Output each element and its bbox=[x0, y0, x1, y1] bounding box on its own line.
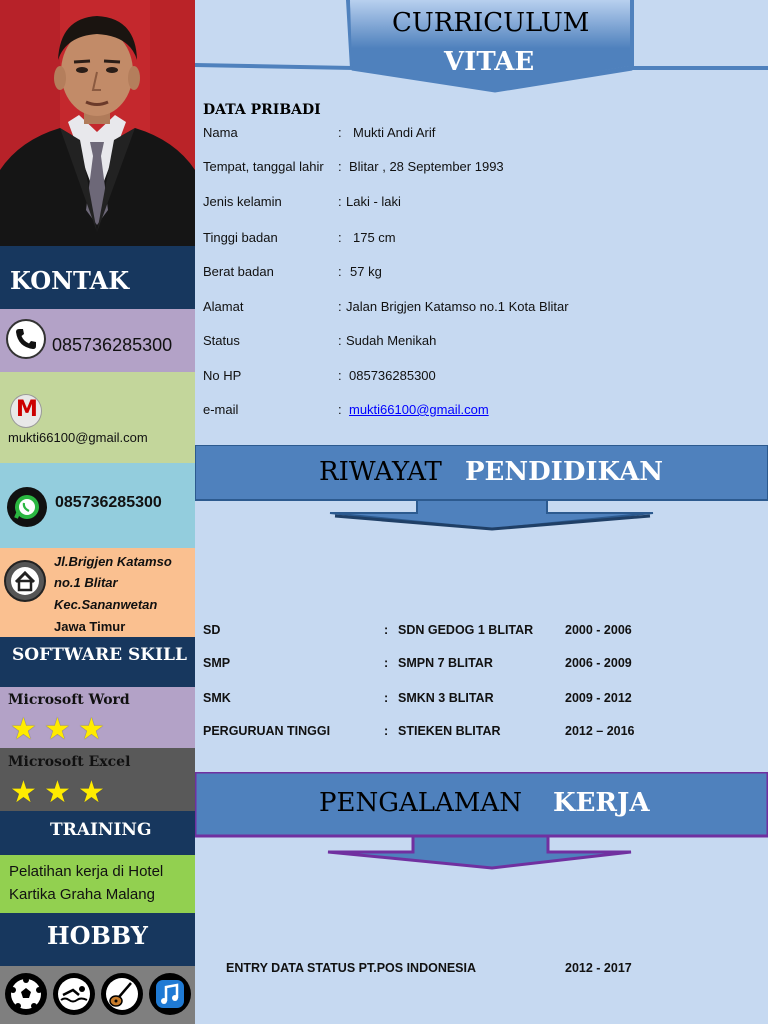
edu-separator: : bbox=[384, 656, 389, 670]
experience-banner bbox=[195, 772, 768, 872]
edu-level: PERGURUAN TINGGI bbox=[203, 724, 331, 738]
training-header bbox=[0, 811, 195, 855]
star-icon: ★ bbox=[44, 713, 71, 746]
field-value: Laki - laki bbox=[346, 194, 401, 209]
star-icon: ★ bbox=[44, 776, 71, 809]
field-separator: : bbox=[338, 264, 342, 279]
music-note-icon bbox=[149, 973, 191, 1015]
edu-years: 2012 – 2016 bbox=[565, 724, 635, 738]
hobby-heading: HOBBY bbox=[47, 921, 148, 950]
edu-years: 2000 - 2006 bbox=[565, 623, 632, 637]
kontak-header bbox=[0, 246, 195, 309]
address-line-4: Jawa Timur bbox=[54, 619, 126, 634]
edu-level: SMP bbox=[203, 656, 231, 670]
field-label: Nama bbox=[203, 125, 238, 140]
training-text: Pelatihan kerja di Hotel Kartika Graha Malang bbox=[9, 863, 164, 903]
home-icon bbox=[4, 560, 46, 602]
field-label: e-mail bbox=[203, 402, 239, 417]
field-label: Alamat bbox=[203, 299, 244, 314]
field-value: Blitar , 28 September 1993 bbox=[349, 159, 504, 174]
soccer-ball-icon bbox=[5, 973, 47, 1015]
edu-school: SMPN 7 BLITAR bbox=[398, 656, 493, 670]
contact-phone bbox=[0, 309, 195, 372]
gmail-icon: M bbox=[10, 394, 42, 428]
edu-school: SMKN 3 BLITAR bbox=[398, 691, 494, 705]
edu-separator: : bbox=[384, 623, 389, 637]
job-years: 2012 - 2017 bbox=[565, 961, 632, 975]
software-skill-heading: SOFTWARE SKILL bbox=[12, 645, 187, 665]
phone-number[interactable]: 085736285300 bbox=[52, 335, 173, 355]
job-title: ENTRY DATA STATUS PT.POS INDONESIA bbox=[226, 961, 477, 975]
field-separator: : bbox=[338, 368, 342, 383]
profile-photo bbox=[0, 0, 195, 246]
edu-separator: : bbox=[384, 724, 389, 738]
cv-title-line1: CURRICULUM bbox=[392, 8, 590, 38]
field-value: Sudah Menikah bbox=[346, 333, 437, 348]
sidebar bbox=[0, 0, 195, 1024]
edu-school: SDN GEDOG 1 BLITAR bbox=[398, 623, 534, 637]
edu-years: 2009 - 2012 bbox=[565, 691, 632, 705]
field-separator: : bbox=[338, 159, 342, 174]
field-separator: : bbox=[338, 125, 342, 140]
education-title-a: RIWAYAT bbox=[319, 457, 442, 487]
address-line-1: Jl.Brigjen Katamso bbox=[54, 554, 172, 569]
training-item bbox=[0, 855, 195, 913]
address-line-2: no.1 Blitar bbox=[54, 575, 118, 590]
field-separator: : bbox=[338, 230, 342, 245]
field-label: Status bbox=[203, 333, 240, 348]
skill-word bbox=[0, 687, 195, 748]
field-value: 175 cm bbox=[353, 230, 396, 245]
field-label: Jenis kelamin bbox=[203, 194, 282, 209]
field-label: Tinggi badan bbox=[203, 230, 278, 245]
star-icon: ★ bbox=[78, 776, 105, 809]
experience-title-a: PENGALAMAN bbox=[319, 788, 522, 818]
address-line-3: Kec.Sananwetan bbox=[54, 597, 158, 612]
star-rating bbox=[10, 778, 110, 808]
field-value: Mukti Andi Arif bbox=[353, 125, 436, 140]
field-separator: : bbox=[338, 402, 342, 417]
skill-name: Microsoft Excel bbox=[8, 754, 131, 770]
phone-icon bbox=[6, 319, 46, 359]
skill-excel bbox=[0, 748, 195, 811]
star-icon: ★ bbox=[10, 713, 37, 746]
experience-title-b: KERJA bbox=[553, 788, 650, 818]
field-label: Berat badan bbox=[203, 264, 274, 279]
field-separator: : bbox=[338, 333, 342, 348]
field-value: Jalan Brigjen Katamso no.1 Kota Blitar bbox=[346, 299, 569, 314]
training-heading: TRAINING bbox=[50, 820, 152, 840]
cv-title-line2: VITAE bbox=[444, 47, 535, 77]
edu-level: SMK bbox=[203, 691, 231, 705]
person-portrait bbox=[0, 0, 195, 246]
email-address[interactable]: mukti66100@gmail.com bbox=[8, 430, 148, 445]
hobby-icons bbox=[0, 966, 195, 1024]
edu-school: STIEKEN BLITAR bbox=[398, 724, 501, 738]
field-value: 57 kg bbox=[350, 264, 382, 279]
software-skill-header bbox=[0, 637, 195, 687]
whatsapp-number[interactable]: 085736285300 bbox=[55, 494, 162, 511]
kontak-heading: KONTAK bbox=[10, 266, 130, 295]
personal-data-heading: DATA PRIBADI bbox=[203, 102, 321, 118]
edu-years: 2006 - 2009 bbox=[565, 656, 632, 670]
contact-whatsapp bbox=[0, 463, 195, 548]
personal-row bbox=[203, 125, 238, 140]
field-separator: : bbox=[338, 299, 342, 314]
field-label: Tempat, tanggal lahir bbox=[203, 159, 324, 174]
star-icon: ★ bbox=[10, 776, 37, 809]
edu-level: SD bbox=[203, 623, 221, 637]
swimming-icon bbox=[53, 973, 95, 1015]
whatsapp-icon bbox=[7, 487, 47, 527]
email-link[interactable]: mukti66100@gmail.com bbox=[349, 402, 489, 417]
hobby-header bbox=[0, 913, 195, 966]
star-rating bbox=[10, 715, 110, 745]
contact-email bbox=[0, 372, 195, 463]
contact-address bbox=[0, 548, 195, 637]
education-title-b: PENDIDIKAN bbox=[465, 457, 664, 487]
skill-name: Microsoft Word bbox=[8, 692, 130, 708]
field-separator: : bbox=[338, 194, 342, 209]
field-value: 085736285300 bbox=[349, 368, 436, 383]
edu-separator: : bbox=[384, 691, 389, 705]
star-icon: ★ bbox=[78, 713, 105, 746]
field-label: No HP bbox=[203, 368, 242, 383]
guitar-icon bbox=[101, 973, 143, 1015]
